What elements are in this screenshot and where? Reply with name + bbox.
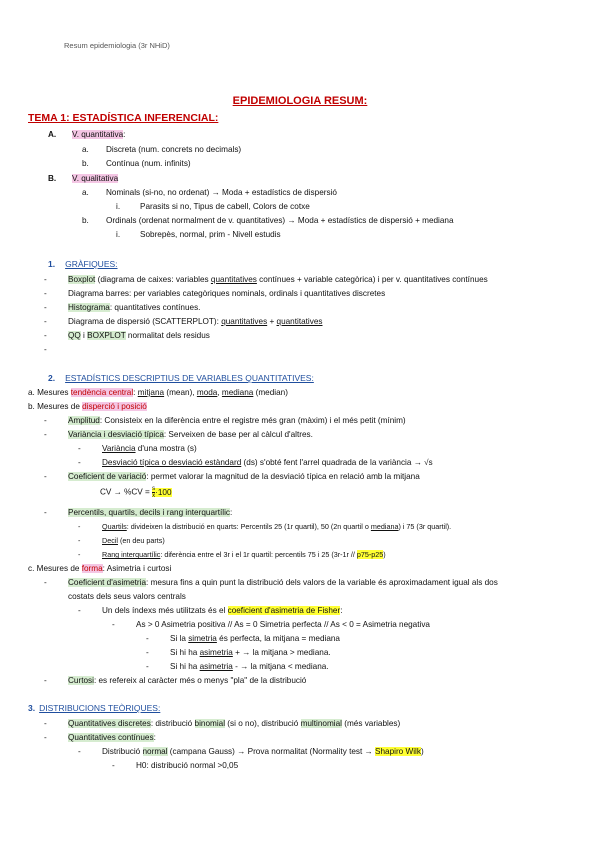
coef-variacio: - Coeficient de variació: permet valorar la magnitud de la desviació típica en relació amb la mitjana bbox=[44, 472, 420, 481]
desviacio-tipica: - Desviació típica o desviació estàndard (ds) s'obté fent l'arrel quadrada de la variància → √s bbox=[78, 458, 433, 467]
item-B-b: b. Ordinals (ordenat normalment de v. quantitatives) → Moda + estadístics de dispersió + mediana bbox=[82, 216, 454, 225]
coef-asimetria-cont: costats dels seus valors centrals bbox=[68, 592, 186, 601]
variancia-mostra: - Variància d'una mostra (s) bbox=[78, 444, 197, 453]
h0-normal: - H0: distribució normal >0,05 bbox=[112, 761, 239, 770]
asimetria-negativa: - Si hi ha asimetria - → la mitjana < mediana. bbox=[146, 662, 329, 671]
item-A-b: b. Contínua (num. infinits) bbox=[82, 159, 191, 168]
item-A-a: a. Discreta (num. concrets no decimals) bbox=[82, 145, 242, 154]
simetria-perfecta: - Si la simetria és perfecta, la mitjana = mediana bbox=[146, 634, 340, 643]
mesures-forma: c. Mesures de forma: Asimetria i curtosi bbox=[28, 564, 172, 573]
document-title: EPIDEMIOLOGIA RESUM: bbox=[232, 95, 368, 107]
item-B: B. V. qualitativa bbox=[48, 174, 119, 183]
item-B-a: a. Nominals (si-no, no ordenat) → Moda + estadístics de dispersió bbox=[82, 188, 337, 197]
decil: - Decil (en deu parts) bbox=[78, 536, 165, 545]
item-B-b-i: i. Sobrepès, normal, prim - Nivell estudis bbox=[116, 230, 281, 239]
grafic-qq: - QQ i BOXPLOT normalitat dels residus bbox=[44, 331, 210, 340]
asimetria-positiva: - Si hi ha asimetria + → la mitjana > mediana. bbox=[146, 648, 331, 657]
asimetria-valors: - As > 0 Asimetria positiva // As = 0 Simetria perfecta // As < 0 = Asimetria negativa bbox=[112, 620, 430, 629]
grafic-empty: - bbox=[44, 345, 47, 354]
cv-formula: CV → %CV = $\frac{s}{x̄}$ ·100 bbox=[100, 486, 172, 499]
mesures-tendencia: a. Mesures tendència central: mitjana (mean), moda, mediana (median) bbox=[28, 388, 288, 397]
quartils: - Quartils: divideixen la distribució en quarts: Percentils 25 (1r quartil), 50 (2n quartil o mediana) i 75 (3r quartil). bbox=[78, 522, 452, 531]
amplitud: - Amplitud: Consisteix en la diferència entre el registre més gran (màxim) i el més petit (mínim) bbox=[44, 416, 406, 425]
grafic-boxplot: - Boxplot (diagrama de caixes: variables quantitatives contínues + variable categòrica) i per v. quantitatives contínues bbox=[44, 275, 488, 284]
item-B-a-i: i. Parasits si no, Tipus de cabell, Colors de cotxe bbox=[116, 202, 310, 211]
percentils: - Percentils, quartils, decils i rang interquartílic: bbox=[44, 508, 233, 517]
curtosi: - Curtosi: es refereix al caràcter més o menys "pla" de la distribució bbox=[44, 676, 307, 685]
item-A: A. V. quantitativa: bbox=[48, 130, 126, 139]
section-estadistics: 2. ESTADÍSTICS DESCRIPTIUS DE VARIABLES QUANTITATIVES: bbox=[48, 373, 314, 383]
section-grafiques: 1. GRÀFIQUES: bbox=[48, 259, 118, 269]
rang-interquartilic: - Rang interquartílic: diferència entre el 3r i el 1r quartil: percentils 75 i 25 (3r-1r // p75-p25) bbox=[78, 550, 386, 559]
grafic-dispersio: - Diagrama de dispersió (SCATTERPLOT): quantitatives + quantitatives bbox=[44, 317, 323, 326]
quant-discretes: - Quantitatives discretes: distribució binomial (si o no), distribució multinomial (més variables) bbox=[44, 719, 401, 728]
section-distribucions: 3. DISTRIBUCIONS TEÒRIQUES: bbox=[28, 703, 161, 713]
page-header: Resum epidemiologia (3r NHiD) bbox=[64, 41, 170, 50]
variancia: - Variància i desviació típica: Serveixen de base per al càlcul d'altres. bbox=[44, 430, 313, 439]
mesures-dispersio: b. Mesures de disperció i posició bbox=[28, 402, 147, 411]
distribucio-normal: - Distribució normal (campana Gauss) → Prova normalitat (Normality test → Shapiro Wilk) bbox=[78, 747, 424, 756]
section-tema1: TEMA 1: ESTADÍSTICA INFERENCIAL: bbox=[28, 112, 219, 124]
coef-asimetria: - Coeficient d'asimetria: mesura fins a quin punt la distribució dels valors de la variable és aproximadament igual als dos bbox=[44, 578, 498, 587]
grafic-barres: - Diagrama barres: per variables categòriques nominals, ordinals i quantitatives discretes bbox=[44, 289, 386, 298]
fisher: - Un dels índexs més utilitzats és el coeficient d'asimetria de Fisher: bbox=[78, 606, 343, 615]
quant-continues: - Quantitatives contínues: bbox=[44, 733, 156, 742]
cv-formula-highlight: $\frac{s}{x̄}$ ·100 bbox=[152, 486, 172, 499]
grafic-histograma: - Histograma: quantitatives contínues. bbox=[44, 303, 201, 312]
